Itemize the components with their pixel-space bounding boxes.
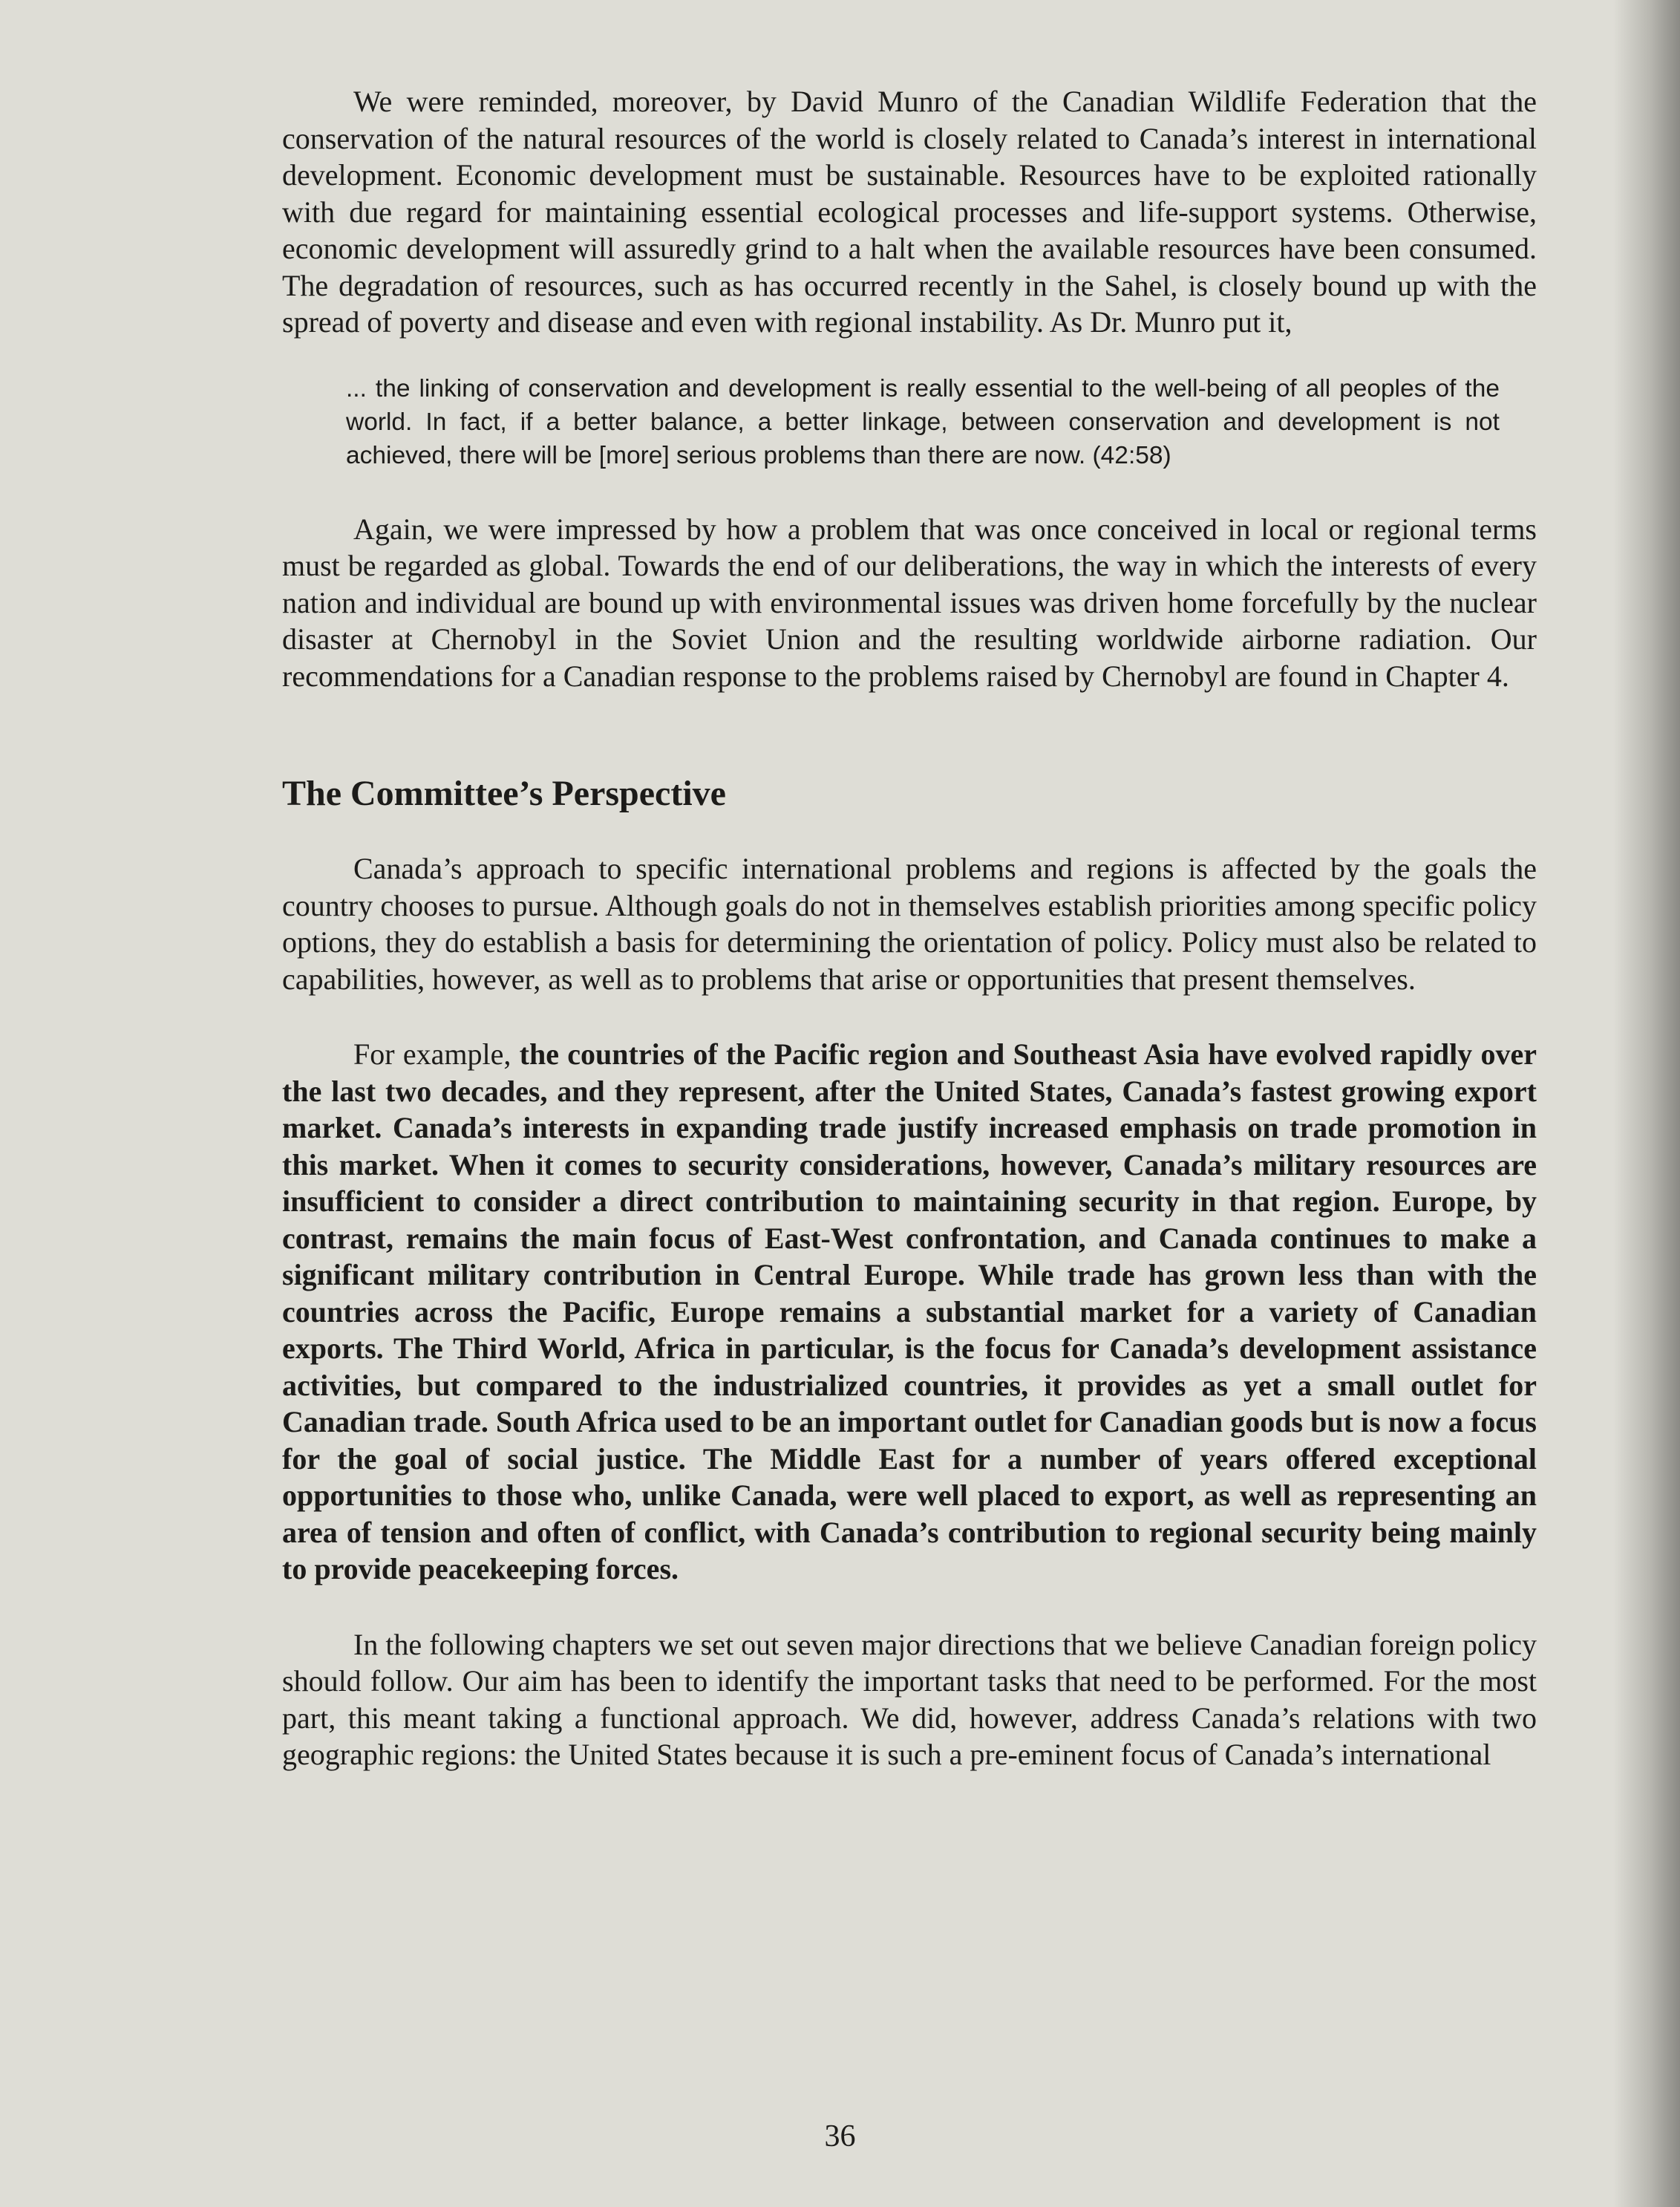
block-quote-munro: ... the linking of conservation and development is really essential to the well-being of all peoples of the world. In fact, if a better balance, a better linkage, between conservation and development is not achieved, there will be [more] serious problems than there are now. (42:58) (346, 374, 1500, 469)
paragraph-regions-bold: the countries of the Pacific region and Southeast Asia have evolved rapidly over the last two decades, and they represent, after the United States, Canada’s fastest growing export market. Canada’s interests in expanding trade justify increased emphasis on trade promotion in this market. When it comes to security considerations, however, Canada’s military resources are insufficient to consider a direct contribution to maintaining security in that region. Europe, by contrast, remains the main focus of East-West confrontation, and Canada continues to make a significant military contribution in Central Europe. While trade has grown less than with the countries across the Pacific, Europe remains a substantial market for a variety of Canadian exports. The Third World, Africa in particular, is the focus for Canada’s development assistance activities, but compared to the industrialized countries, it provides as yet a small outlet for Canadian trade. South Africa used to be an important outlet for Canadian goods but is now a focus for the goal of social justice. The Middle East for a number of years offered exceptional opportunities to those who, unlike Canada, were well placed to export, as well as representing an area of tension and often of conflict, with Canada’s contribution to regional security being mainly to provide peacekeeping forces. (282, 1037, 1537, 1585)
page-edge-shadow (1613, 0, 1680, 2207)
document-body (282, 83, 1537, 1773)
paragraph-directions: In the following chapters we set out seven major directions that we believe Canadian foreign policy should follow. Our aim has been to identify the important tasks that need to be performed. For the most part, this meant taking a functional approach. We did, however, address Canada’s relations with two geographic regions: the United States because it is such a pre-eminent focus of Canada’s international (282, 1627, 1537, 1771)
paragraph-chernobyl: Again, we were impressed by how a problem that was once conceived in local or regional terms must be regarded as global. Towards the end of our deliberations, the way in which the interests of every nation and individual are bound up with environmental issues was driven home forcefully by the nuclear disaster at Chernobyl in the Soviet Union and the resulting worldwide airborne radiation. Our recommendations for a Canadian response to the problems raised by Chernobyl are found in Chapter 4. (282, 512, 1537, 693)
section-heading: The Committee’s Perspective (282, 774, 726, 813)
paragraph-munro-conservation: We were reminded, moreover, by David Munro of the Canadian Wildlife Federation that the conservation of the natural resources of the world is closely related to Canada’s interest in international development. Economic development must be sustainable. Resources have to be exploited rationally with due regard for maintaining essential ecological processes and life-support systems. Otherwise, economic development will assuredly grind to a halt when the available resources have been consumed. The degradation of resources, such as has occurred recently in the Sahel, is closely bound up with the spread of poverty and disease and even with regional instability. As Dr. Munro put it, (282, 85, 1537, 339)
paragraph-regions (282, 1036, 1537, 1588)
paragraph-regions-lead: For example, (353, 1037, 520, 1071)
paragraph-goals: Canada’s approach to specific international problems and regions is affected by the goals the country chooses to pursue. Although goals do not in themselves establish priorities among specific policy options, they do establish a basis for determining the orientation of policy. Policy must also be related to capabilities, however, as well as to problems that arise or opportunities that present themselves. (282, 852, 1537, 996)
page-number: 36 (824, 2119, 856, 2154)
